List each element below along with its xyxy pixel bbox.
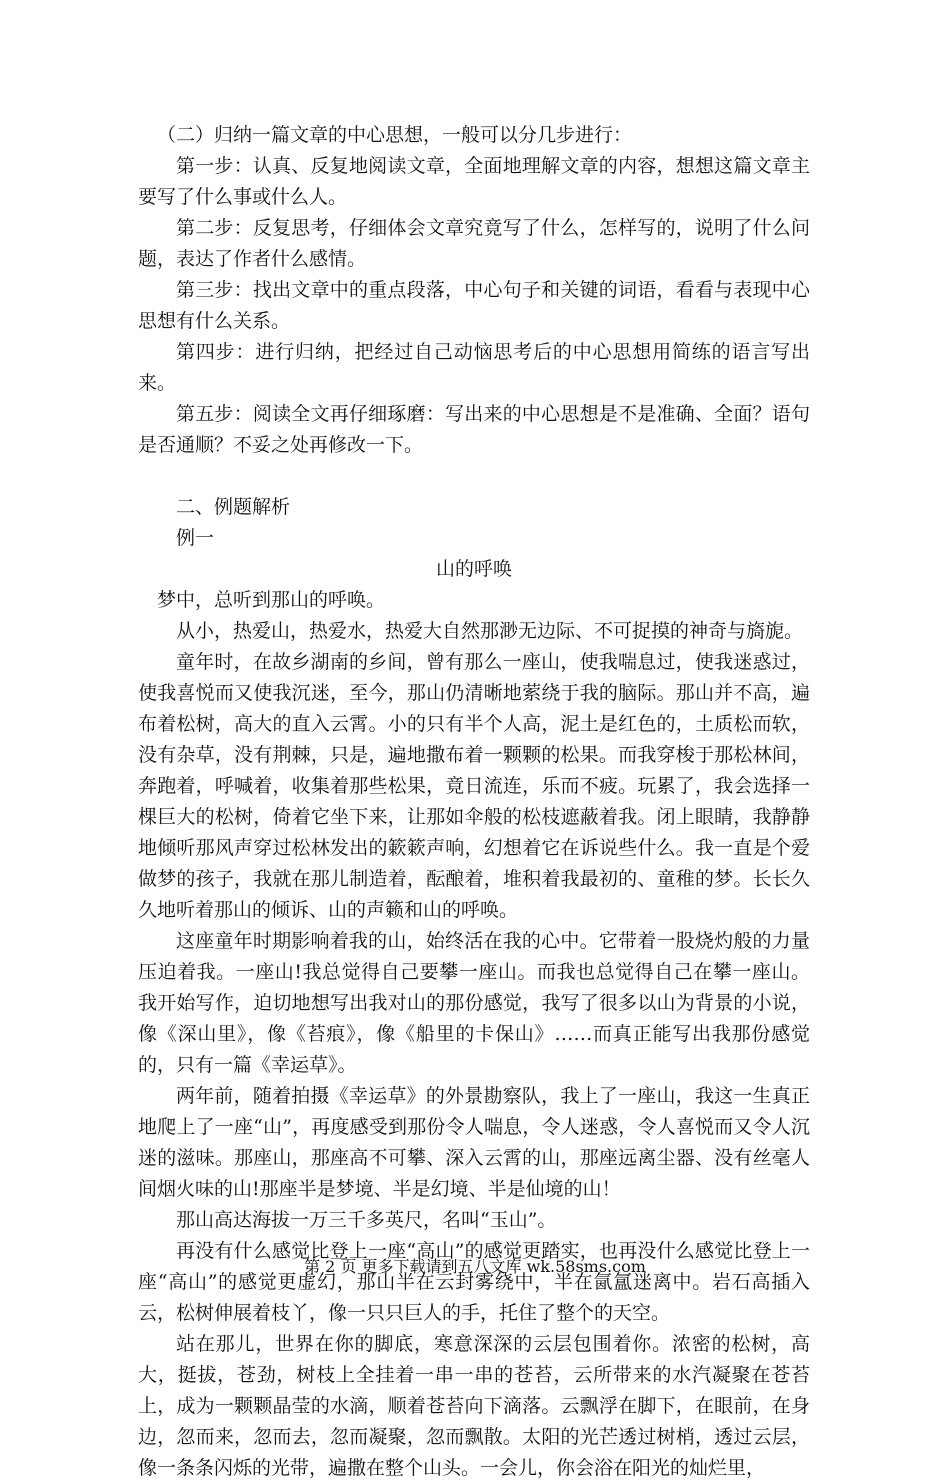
essay-paragraph: 站在那儿，世界在你的脚底，寒意深深的云层包围着你。浓密的松树，高大，挺拔，苍劲，树枝上全挂着一串一串的苍苔，云所带来的水汽凝聚在苍苔上，成为一颗颗晶莹的水滴，顺着苍苔向下滴落。云飘浮在脚下，在眼前，在身边，忽而来，忽而去，忽而凝聚，忽而飘散。太阳的光芒透过树梢，透过云层，像一条条闪烁的光带，遍撒在整个山头。一会儿，你会浴在阳光的灿烂里， xyxy=(138,1333,810,1479)
essay-paragraph: 这座童年时期影响着我的山，始终活在我的心中。它带着一股烧灼般的力量压迫着我。一座山!我总觉得自己要攀一座山。而我也总觉得自己在攀一座山。我开始写作，迫切地想写出我对山的那份感觉，我写了很多以山为背景的小说，像《深山里》，像《苔痕》，像《船里的卡保山》……而真正能写出我那份感觉的，只有一篇《幸运草》。 xyxy=(138,930,810,1076)
essay-title: 山的呼唤 xyxy=(435,558,512,580)
step-paragraph: 第三步：找出文章中的重点段落，中心句子和关键的词语，看看与表现中心思想有什么关系。 xyxy=(138,279,810,332)
essay-paragraph: 两年前，随着拍摄《幸运草》的外景勘察队，我上了一座山，我这一生真正地爬上了一座“山”，再度感受到那份令人喘息，令人迷惑，令人喜悦而又令人沉迷的滋味。那座山，那座高不可攀、深入云霄的山，那座远离尘器、没有丝毫人间烟火味的山!那座半是梦境、半是幻境、半是仙境的山！ xyxy=(138,1085,810,1200)
essay-paragraph: 从小，热爱山，热爱水，热爱大自然那渺无边际、不可捉摸的神奇与旖旎。 xyxy=(176,620,804,642)
step-paragraph: 第四步：进行归纳，把经过自己动恼思考后的中心思想用简练的语言写出来。 xyxy=(138,341,810,394)
step-paragraph: 第一步：认真、反复地阅读文章，全面地理解文章的内容，想想这篇文章主要写了什么事或什么人。 xyxy=(138,155,810,208)
essay-first-line: 梦中，总听到那山的呼唤。 xyxy=(157,589,386,611)
section-heading: （二）归纳一篇文章的中心思想，一般可以分几步进行： xyxy=(157,124,633,146)
example-label: 例一 xyxy=(176,527,215,549)
essay-paragraph: 童年时，在故乡湖南的乡间，曾有那么一座山，使我喘息过，使我迷惑过，使我喜悦而又使我沉迷，至今，那山仍清晰地萦绕于我的脑际。那山并不高，遍布着松树，高大的直入云霄。小的只有半个人高，泥土是红色的，土质松而软，没有杂草，没有荆棘，只是，遍地撒布着一颗颗的松果。而我穿梭于那松林间，奔跑着，呼喊着，收集着那些松果，竟日流连，乐而不疲。玩累了，我会选择一棵巨大的松树，倚着它坐下来，让那如伞般的松枝遮蔽着我。闭上眼睛，我静静地倾听那风声穿过松林发出的簌簌声响，幻想着它在诉说些什么。我一直是个爱做梦的孩子，我就在那儿制造着，酝酿着，堆积着我最初的、童稚的梦。长长久久地听着那山的倾诉、山的声籁和山的呼唤。 xyxy=(138,651,810,921)
page-footer: 第 2 页 更多下载请到五八文库 wk.58sms.com xyxy=(304,1257,646,1276)
spacer xyxy=(138,461,810,492)
document-body xyxy=(138,120,810,1484)
essay-paragraph: 再没有什么感觉比登上一座“高山”的感觉更踏实，也再没什么感觉比登上一座“高山”的感觉更虚幻，那山半在云封雾绕中，半在氤氲迷离中。岩石高插入云，松树伸展着枝丫，像一只只巨人的手，托住了整个的天空。 xyxy=(138,1240,810,1324)
essay-paragraph: 那山高达海拔一万三千多英尺，名叫“玉山”。 xyxy=(176,1209,557,1231)
step-paragraph: 第二步：反复思考，仔细体会文章究竟写了什么，怎样写的，说明了什么问题，表达了作者什么感情。 xyxy=(138,217,810,270)
examples-heading: 二、例题解析 xyxy=(176,496,291,518)
step-paragraph: 第五步：阅读全文再仔细琢磨：写出来的中心思想是不是准确、全面？语句是否通顺？不妥之处再修改一下。 xyxy=(138,403,810,456)
